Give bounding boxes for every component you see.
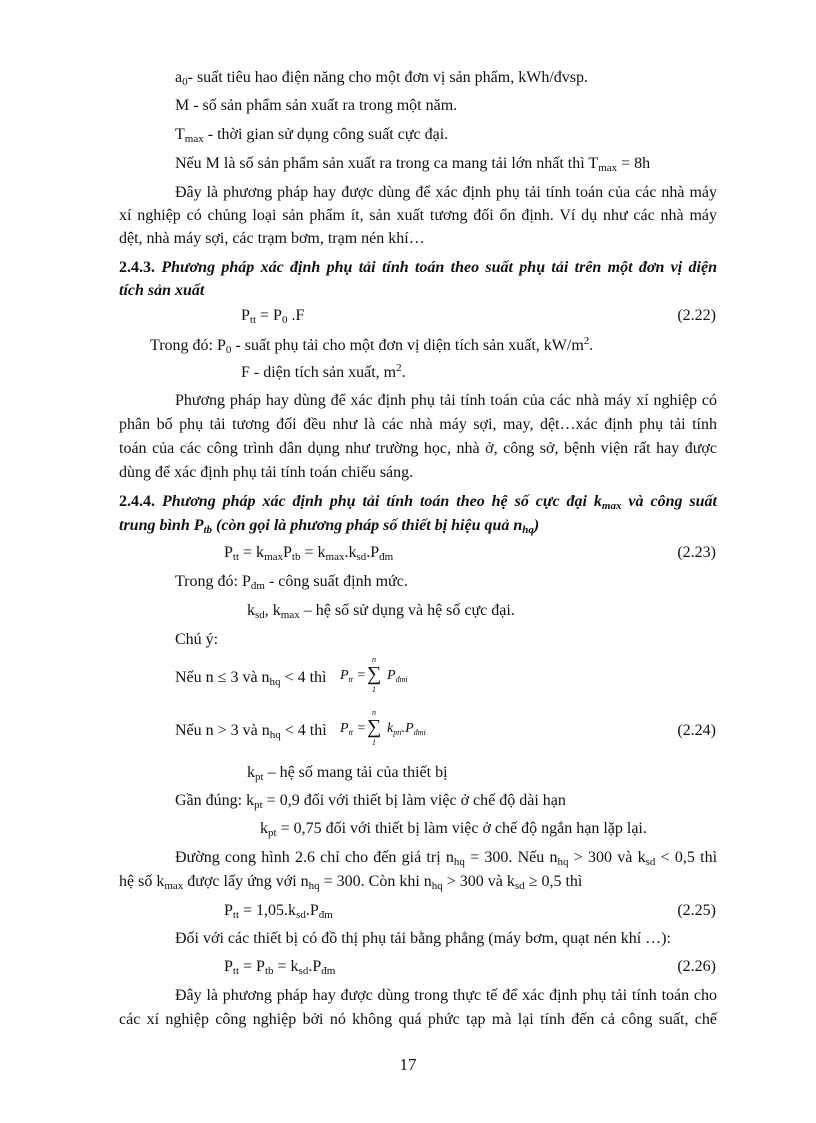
equation-number: (2.24)	[677, 722, 716, 739]
paragraph-line: phân bố phụ tải tương đối đều như là các nhà máy sợi, may, dệt…xác định phụ tải tính	[119, 416, 717, 433]
kpt-def: $k_{pt}$ – hệ số mang tải của thiết bị	[247, 764, 448, 783]
paragraph-line: Đây là phương pháp hay được dùng để xác định phụ tải tính toán của các nhà máy	[175, 184, 717, 201]
equation-2-22: $P_{tt} = P_0$ .F	[241, 307, 305, 326]
line-neu-m: Nếu M là số sản phẩm sản xuất ra trong ca mang tải lớn nhất thì $T_{max} = 8h$	[175, 155, 651, 174]
paragraph-line: xí nghiệp có chủng loại sản phẩm ít, sản xuất tương đối ổn định. Ví dụ như các nhà máy	[119, 207, 717, 224]
sum-formula-1: $P_{tt}$ = n ∑ 1 $P_{đmi}$	[340, 655, 408, 694]
paragraph-line: hệ số $k_{max}$ được lấy ứng với $n_{hq} = 300$. Còn khi $n_{hq} > 300$ và $k_{sd} \ge 0,5$ thì	[119, 873, 583, 892]
page-number: 17	[399, 1055, 417, 1074]
note-label: Chú ý:	[175, 631, 219, 648]
paragraph-line: dùng để xác định phụ tải tính toán chiếu sáng.	[119, 464, 414, 481]
condition-1: Nếu n ≤ 3 và $n_{hq} < 4$ thì	[175, 669, 327, 688]
heading-2-4-3: 2.4.3. Phương pháp xác định phụ tải tính toán theo suất phụ tải trên một đơn vị diện	[119, 259, 717, 276]
approx-2: $k_{pt} = 0,75$ đối với thiết bị làm việc ở chế độ ngắn hạn lặp lại.	[260, 820, 647, 839]
where-p0: Trong đó: $P_0$ - suất phụ tải cho một đơn vị diện tích sản xuất, $kW/m^2$.	[150, 335, 594, 356]
approx-1: Gần đúng: $k_{pt} = 0,9$ đối với thiết bị làm việc ở chế độ dài hạn	[175, 792, 566, 811]
line-tmax: $T_{max}$ - thời gian sử dụng công suất cực đại.	[175, 126, 449, 145]
paragraph-line: dệt, nhà máy sợi, các trạm bơm, trạm nén khí…	[119, 230, 425, 247]
line-m: M - số sản phẩm sản xuất ra trong một năm.	[175, 97, 458, 114]
flat-load-line: Đối với các thiết bị có đồ thị phụ tải bằng phẳng (máy bơm, quạt nén khí …):	[175, 930, 671, 947]
where-f: F - diện tích sản xuất, $m^2$.	[241, 362, 406, 381]
paragraph-line: Phương pháp hay dùng để xác định phụ tải tính toán của các nhà máy xí nghiệp có	[175, 392, 717, 409]
heading-2-4-4: 2.4.4. Phương pháp xác định phụ tải tính toán theo hệ số cực đại $k_{max}$ và công suất	[119, 493, 718, 512]
equation-2-23: $P_{tt} = k_{max}P_{tb} = k_{max}.k_{sd}.P_{đm}$	[224, 544, 394, 563]
equation-2-25: $P_{tt} = 1,05.k_{sd}.P_{đm}$	[224, 902, 333, 921]
where-pdm: Trong đó: $P_{đm}$ - công suất định mức.	[175, 573, 408, 592]
where-ksd-kmax: $k_{sd}$, $k_{max}$ – hệ số sử dụng và hệ số cực đại.	[247, 602, 515, 621]
equation-2-26: $P_{tt} = P_{tb} = k_{sd}.P_{đm}$	[224, 958, 336, 977]
heading-2-4-4-cont: trung bình $P_{tb}$ (còn gọi là phương pháp số thiết bị hiệu quả $n_{hq}$)	[119, 517, 540, 536]
equation-number: (2.22)	[677, 307, 716, 324]
equation-number: (2.23)	[677, 544, 716, 561]
heading-2-4-3-cont: tích sản xuất	[119, 282, 205, 299]
sum-formula-2: $P_{tt}$ = n ∑ 1 $k_{pti}.P_{đmi}$	[340, 708, 426, 747]
condition-2: Nếu n > 3 và $n_{hq} < 4$ thì	[175, 722, 327, 741]
equation-number: (2.25)	[677, 902, 716, 919]
paragraph-line: Đây là phương pháp hay được dùng trong thực tế để xác định phụ tải tính toán cho	[175, 987, 717, 1004]
equation-number: (2.26)	[677, 958, 716, 975]
paragraph-line: toán của các công trình dân dụng như trường học, nhà ở, công sở, bệnh viện rất hay được	[119, 440, 717, 457]
line-a0: $a_0-$ suất tiêu hao điện năng cho một đơn vị sản phẩm, kWh/đvsp.	[175, 69, 588, 88]
paragraph-line: các xí nghiệp công nghiệp bởi nó không quá phức tạp mà lại tính đến cả công suất, chế	[119, 1011, 717, 1028]
paragraph-line: Đường cong hình 2.6 chỉ cho đến giá trị $n_{hq} = 300$. Nếu $n_{hq} > 300$ và $k_{sd} < 0,5$ thì	[175, 849, 718, 868]
